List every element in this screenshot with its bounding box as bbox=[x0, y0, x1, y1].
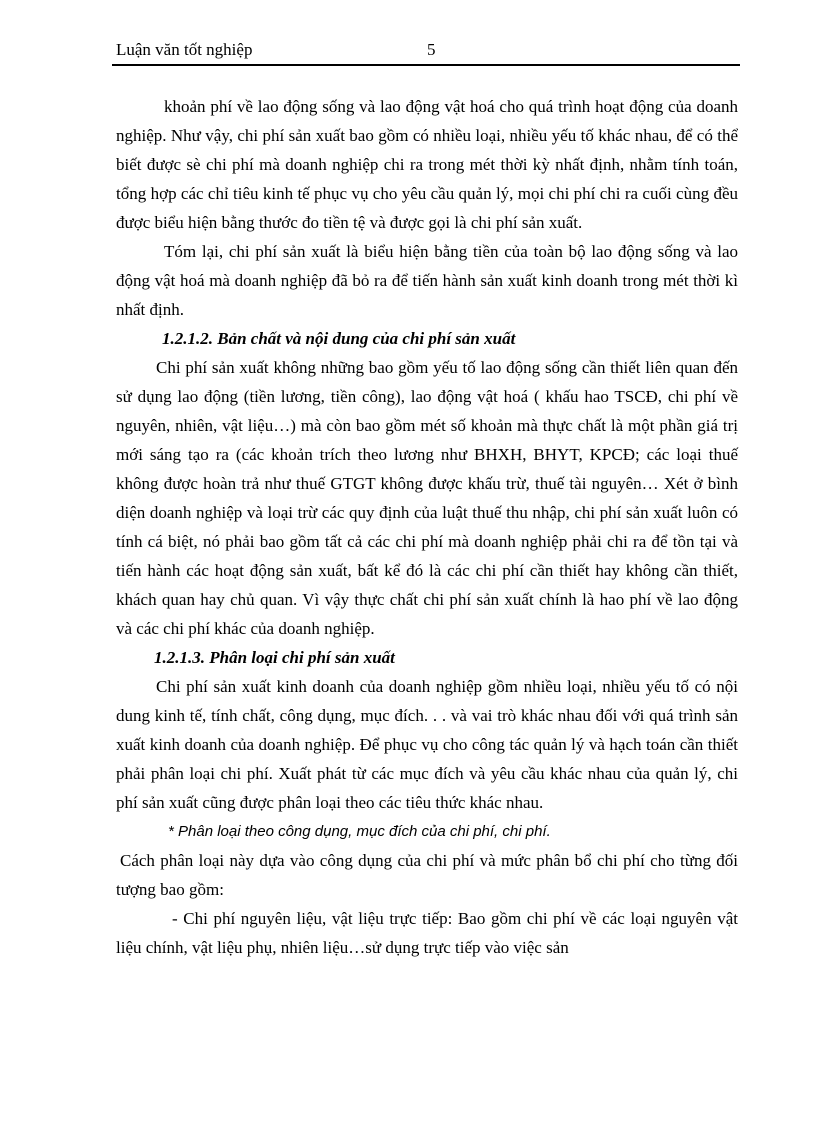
document-body bbox=[116, 92, 738, 962]
page-number: 5 bbox=[427, 40, 436, 59]
section-heading-nature: 1.2.1.2. Bản chất và nội dung của chi phí sản xuất bbox=[162, 329, 516, 348]
paragraph-cost-definition: khoản phí về lao động sống và lao động vật hoá cho quá trình hoạt động của doanh nghiệp. Như vậy, chi phí sản xuất bao gồm có nhiều loại, nhiều yếu tố khác nhau, để có thể biết được sè chi phí mà doanh nghiệp chi ra trong mét thời kỳ nhất định, nhằm tính toán, tổng hợp các chỉ tiêu kinh tế phục vụ cho yêu cầu quản lý, mọi chi phí chi ra cuối cùng đều được biểu hiện bằng thước đo tiền tệ và được gọi là chi phí sản xuất. bbox=[116, 97, 738, 232]
paragraph-nature-content: Chi phí sản xuất không những bao gồm yếu tố lao động sống cần thiết liên quan đến sử dụng lao động (tiền lương, tiền công), lao động vật hoá ( khấu hao TSCĐ, chi phí về nguyên, nhiên, vật liệu…) mà còn bao gồm mét số khoản mà thực chất là một phần giá trị mới sáng tạo ra (các khoản trích theo lương như BHXH, BHYT, KPCĐ; các loại thuế không được hoàn trả như thuế GTGT không được khấu trừ, thuế tài nguyên… Xét ở bình diện doanh nghiệp và loại trừ các quy định của luật thuế thu nhập, chi phí sản xuất luôn có tính cá biệt, nó phải bao gồm tất cả các chi phí mà doanh nghiệp phải chi ra để tồn tại và tiến hành các hoạt động sản xuất, bất kể đó là các chi phí cần thiết hay không cần thiết, khách quan hay chủ quan. Vì vậy thực chất chi phí sản xuất chính là hao phí về lao động và các chi phí khác của doanh nghiệp. bbox=[116, 358, 738, 638]
header-title: Luận văn tốt nghiệp bbox=[116, 40, 253, 59]
page-header bbox=[112, 38, 740, 66]
paragraph-direct-materials: - Chi phí nguyên liệu, vật liệu trực tiếp: Bao gồm chi phí về các loại nguyên vật liệu chính, vật liệu phụ, nhiên liệu…sử dụng trực tiếp vào việc sản bbox=[116, 909, 738, 957]
section-heading-classification: 1.2.1.3. Phân loại chi phí sản xuất bbox=[154, 648, 395, 667]
subsection-note: * Phân loại theo công dụng, mục đích của chi phí, chi phí. bbox=[168, 823, 551, 840]
paragraph-method: Cách phân loại này dựa vào công dụng của chi phí và mức phân bổ chi phí cho từng đối tượng bao gồm: bbox=[116, 851, 738, 899]
paragraph-classification: Chi phí sản xuất kinh doanh của doanh nghiệp gồm nhiều loại, nhiều yếu tố có nội dung kinh tế, tính chất, công dụng, mục đích. . . và vai trò khác nhau đối với quá trình sản xuất kinh doanh của doanh nghiệp. Để phục vụ cho công tác quản lý và hạch toán cần thiết phải phân loại chi phí. Xuất phát từ các mục đích và yêu cầu khác nhau của quản lý, chi phí sản xuất cũng được phân loại theo các tiêu thức khác nhau. bbox=[116, 677, 738, 812]
paragraph-summary: Tóm lại, chi phí sản xuất là biểu hiện bằng tiền của toàn bộ lao động sống và lao động vật hoá mà doanh nghiệp đã bỏ ra để tiến hành sản xuất kinh doanh trong mét thời kì nhất định. bbox=[116, 242, 738, 319]
